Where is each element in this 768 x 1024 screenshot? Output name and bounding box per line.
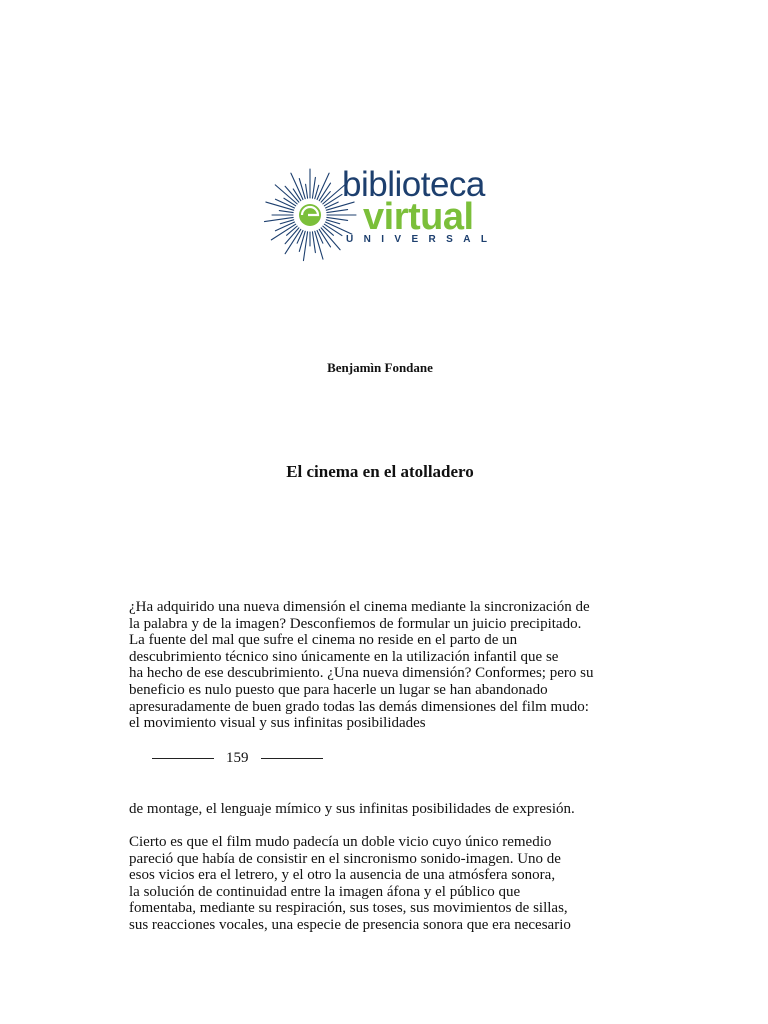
- left-rule: [152, 758, 214, 759]
- document-title: El cinema en el atolladero: [286, 462, 474, 481]
- text-line: fomentaba, mediante su respiración, sus toses, sus movimientos de sillas,: [129, 900, 568, 917]
- paragraph-1: [129, 599, 629, 732]
- text-line: sus reacciones vocales, una especie de presencia sonora que era necesario: [129, 916, 571, 933]
- text-line: la palabra y de la imagen? Desconfiemos de formular un juicio precipitado.: [129, 615, 582, 632]
- paragraph-2: [129, 801, 629, 818]
- logo-word-biblioteca: biblioteca: [342, 165, 485, 204]
- text-line: la solución de continuidad entre la imagen áfona y el público que: [129, 883, 521, 900]
- text-line: de montage, el lenguaje mímico y sus infinitas posibilidades de expresión.: [129, 801, 575, 817]
- text-line: ha hecho de ese descubrimiento. ¿Una nueva dimensión? Conformes; pero su: [129, 665, 594, 682]
- text-line: el movimiento visual y sus infinitas posibilidades: [129, 715, 426, 732]
- biblioteca-virtual-logo: [262, 165, 502, 265]
- text-line: Cierto es que el film mudo padecía un doble vicio cuyo único remedio: [129, 834, 552, 850]
- text-line: ¿Ha adquirido una nueva dimensión el cinema mediante la sincronización de: [129, 599, 590, 615]
- text-line: descubrimiento técnico sino únicamente en la utilización infantil que se: [129, 648, 559, 665]
- logo-word-universal: UNIVERSAL: [346, 234, 498, 245]
- right-rule: [261, 758, 323, 759]
- text-line: apresuradamente de buen grado todas las demás dimensiones del film mudo:: [129, 698, 589, 715]
- page-number: 159: [226, 750, 249, 766]
- text-line: La fuente del mal que sufre el cinema no reside en el parto de un: [129, 632, 518, 649]
- text-line: pareció que había de consistir en el sincronismo sonido-imagen. Uno de: [129, 850, 561, 867]
- text-line: beneficio es nulo puesto que para hacerle un lugar se han abandonado: [129, 681, 548, 698]
- author-name: Benjamìn Fondane: [327, 360, 433, 375]
- paragraph-3: [129, 834, 629, 934]
- logo-word-virtual: virtual: [363, 196, 474, 238]
- page-number-marker: [152, 750, 323, 767]
- text-line: esos vicios era el letrero, y el otro la ausencia de una atmósfera sonora,: [129, 867, 556, 884]
